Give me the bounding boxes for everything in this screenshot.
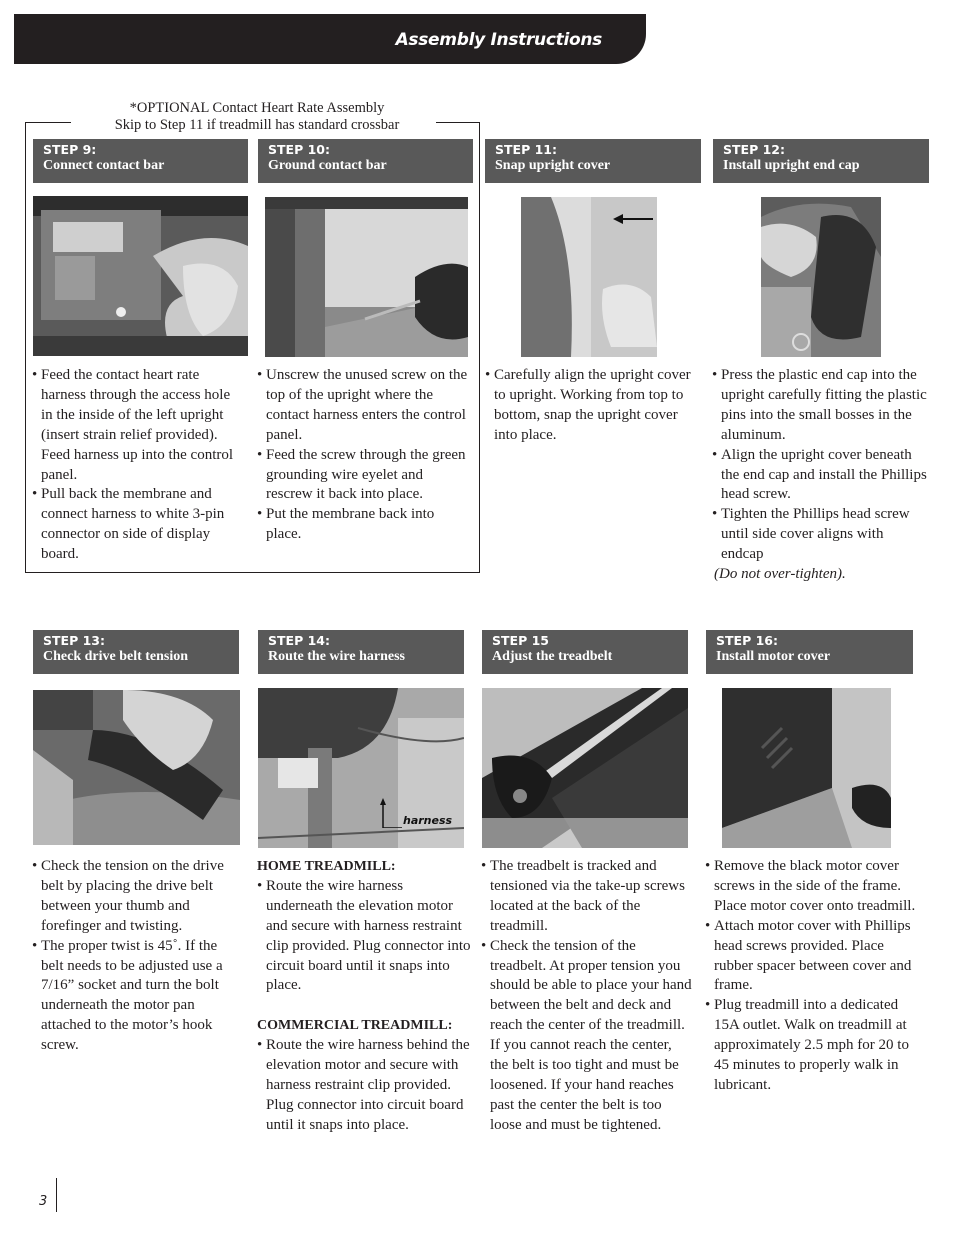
step-9-instructions: [32, 366, 244, 565]
step-14-instructions: [257, 857, 472, 1136]
step-12-photo: [761, 197, 881, 357]
step-11-instructions: [485, 366, 699, 446]
step-11-header: [485, 139, 701, 183]
step-15-instructions: [481, 857, 693, 1136]
page-number-rule: [56, 1178, 57, 1212]
step-12-bullet: • Align the upright cover beneath the end cap and install the Phillips head screw.: [712, 446, 928, 506]
step-9-bullet: • Feed the contact heart rate harness through the access hole in the inside of the left upright (insert strain relief provided). Feed harness up into the control panel.: [32, 366, 244, 485]
step-11-bullet: • Carefully align the upright cover to upright. Working from top to bottom, snap the upright cover into place.: [485, 366, 699, 446]
page-title: Assembly Instructions: [395, 30, 602, 50]
step-16-number: STEP 16:: [716, 633, 778, 648]
step-10-bullet: • Put the membrane back into place.: [257, 505, 472, 545]
step-14-header: [258, 630, 464, 674]
step-9-header: [33, 139, 248, 183]
step-12-instructions: [712, 366, 928, 565]
step-14-title: Route the wire harness: [268, 649, 406, 664]
step-10-header: [258, 139, 473, 183]
optional-assembly-note: [80, 100, 434, 134]
step-15-bullet: • The treadbelt is tracked and tensioned via the take-up screws located at the back of the treadmill.: [481, 857, 693, 937]
step-13-number: STEP 13:: [43, 633, 105, 648]
step-13-instructions: [32, 857, 242, 1056]
home-treadmill-bullets: [257, 877, 472, 996]
harness-label: harness: [403, 814, 453, 827]
step-13-bullet: • The proper twist is 45˚. If the belt needs to be adjusted use a 7/16” socket and turn the bolt underneath the motor pan attached to the motor’s hook screw.: [32, 937, 242, 1056]
step-9-title: Connect contact bar: [43, 158, 165, 173]
step-16-title: Install motor cover: [716, 649, 831, 664]
step-11-title: Snap upright cover: [495, 158, 611, 173]
step-14-bullet: • Route the wire harness underneath the elevation motor and secure with harness restraint clip provided. Plug connector into circuit board until it snaps into place.: [257, 877, 472, 996]
step-16-bullet: • Remove the black motor cover screws in the side of the frame. Place motor cover onto treadmill.: [705, 857, 920, 917]
step-13-photo: [33, 690, 240, 845]
step-16-header: [706, 630, 913, 674]
step-12-note: (Do not over-tighten).: [714, 566, 846, 582]
header-bar: [14, 14, 646, 64]
step-12-bullet: • Press the plastic end cap into the upright carefully fitting the plastic pins into the small bosses in the aluminum.: [712, 366, 928, 446]
step-13-title: Check drive belt tension: [43, 649, 189, 664]
step-11-number: STEP 11:: [495, 142, 557, 157]
step-10-instructions: [257, 366, 472, 545]
step-9-bullet: • Pull back the membrane and connect harness to white 3-pin connector on side of display board.: [32, 485, 244, 565]
step-10-bullet: • Feed the screw through the green grounding wire eyelet and rescrew it back into place.: [257, 446, 472, 506]
optional-note-line1: *OPTIONAL Contact Heart Rate Assembly: [129, 100, 385, 116]
step-15-number: STEP 15: [492, 633, 549, 648]
step-15-title: Adjust the treadbelt: [492, 649, 613, 664]
commercial-treadmill-bullets: [257, 1036, 472, 1136]
step-11-photo: [521, 197, 657, 357]
step-12-title: Install upright end cap: [723, 158, 860, 173]
step-12-bullet: • Tighten the Phillips head screw until side cover aligns with endcap: [712, 505, 928, 565]
harness-pointer-icon: [380, 798, 402, 828]
step-10-number: STEP 10:: [268, 142, 330, 157]
step-10-title: Ground contact bar: [268, 158, 387, 173]
step-10-photo: [265, 197, 468, 357]
page-number: 3: [39, 1194, 48, 1209]
home-treadmill-heading: HOME TREADMILL:: [257, 859, 396, 874]
step-9-number: STEP 9:: [43, 142, 97, 157]
step-13-bullet: • Check the tension on the drive belt by placing the drive belt between your thumb and forefinger and twisting.: [32, 857, 242, 937]
step-16-bullet: • Attach motor cover with Phillips head screws provided. Place rubber spacer between cover and frame.: [705, 917, 920, 997]
step-16-instructions: [705, 857, 920, 1096]
step-9-photo: [33, 196, 248, 356]
step-13-header: [33, 630, 239, 674]
step-14-bullet: • Route the wire harness behind the elevation motor and secure with harness restraint clip provided. Plug connector into circuit board until it snaps into place.: [257, 1036, 472, 1136]
step-15-bullet: • Check the tension of the treadbelt. At proper tension you should be able to place your hand between the belt and deck and reach the center of the treadmill. If you cannot reach the center, the belt is too tight and must be loosened. If your hand reaches past the center the belt is too loose and must be tightened.: [481, 937, 693, 1136]
step-12-number: STEP 12:: [723, 142, 785, 157]
optional-note-line2: Skip to Step 11 if treadmill has standard crossbar: [114, 117, 400, 133]
commercial-treadmill-heading: COMMERCIAL TREADMILL:: [257, 1018, 453, 1034]
step-10-bullet: • Unscrew the unused screw on the top of the upright where the contact harness enters the control panel.: [257, 366, 472, 446]
step-16-bullet: • Plug treadmill into a dedicated 15A outlet. Walk on treadmill at approximately 2.5 mph for 20 to 45 minutes to properly walk in lubricant.: [705, 996, 920, 1096]
step-12-header: [713, 139, 929, 183]
step-15-header: [482, 630, 688, 674]
step-14-number: STEP 14:: [268, 633, 330, 648]
step-14-photo: [258, 688, 464, 848]
step-15-photo: [482, 688, 688, 848]
step-16-photo: [722, 688, 891, 848]
